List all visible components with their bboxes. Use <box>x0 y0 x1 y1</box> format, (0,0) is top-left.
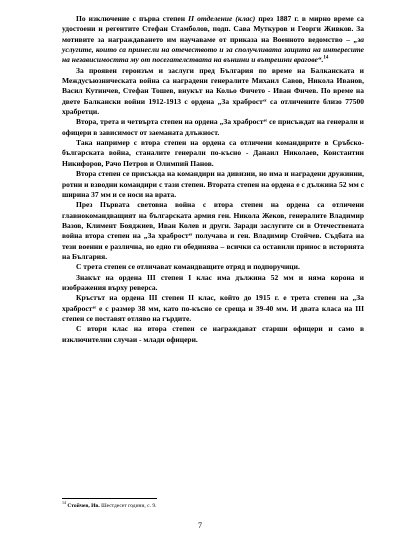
body-paragraph <box>62 117 364 138</box>
page-number: 7 <box>198 521 202 530</box>
body-paragraph <box>62 293 364 324</box>
footnote-divider <box>62 498 157 499</box>
body-paragraph <box>62 324 364 345</box>
footnote-number: 14 <box>62 500 66 506</box>
paragraph-text: Втора степен се присъжда на командири на дивизии, но има и наградени дружинни, ротни и взводни командири с тази степен. Втората степен на ордена е с дължина 52 мм с ширина 37 мм и се носи на врата. <box>62 169 364 199</box>
paragraph-text: „за услугите, които са принесли на отечеството и за сполучливата защита на интересите на независимостта му от посегателствата на външни и вътрешни врагове“. <box>62 34 364 65</box>
paragraph-text: Така например с втора степен на ордена са отличени командирите в Сръбско-българската война, станалите генерали по-късно - Данаил Николаев, Константин Никифоров, Рачо Петров и Олимпий Панов. <box>62 138 364 168</box>
footnote-text: Шестдесет години, с. 9. <box>99 503 157 509</box>
footnote-reference: 14 <box>323 55 329 61</box>
paragraph-text: Втора, трета и четвърта степен на ордена „За храброст“ се присъждат на генерали и офицери в зависимост от заеманата длъжност. <box>62 117 364 137</box>
body-paragraph <box>62 262 364 272</box>
body-paragraph <box>62 200 364 262</box>
paragraph-text: През Първата световна война с втора степен на ордена са отличени главнокомандващият на българската армия ген. Никола Жеков, генералите Владимир Вазов, Климент Бояджиев, Иван Колев и други. Заради заслугите си в Отечествената война втора степен на „За храброст“ получава и ген. Владимир Стойчев. Съдбата на тези военни е различна, но едно ги обединява – всички са оставили принос в историята на България. <box>62 200 364 261</box>
paragraph-text: Знакът на ордена III степен I клас има дължина 52 мм и няма корона и изображения върху реверса. <box>62 272 364 292</box>
paragraph-text: С трета степен се отличават командващите отряд и подпоручици. <box>76 262 300 272</box>
paragraph-text: С втори клас на втора степен се награждават старши офицери и само в изключителни случаи - млади офицери. <box>62 324 364 344</box>
footnote-author: Стойчев, Ив. <box>67 503 100 509</box>
paragraph-text: II отделение (клас) <box>188 14 256 23</box>
paragraph-text: По изключение с първа степен <box>76 14 189 23</box>
body-paragraph <box>62 273 364 294</box>
body-paragraph <box>62 66 364 118</box>
footnote <box>62 500 364 510</box>
body-paragraph <box>62 138 364 169</box>
paragraph-text: Кръстът на ордена III степен II клас, който до 1915 г. е трета степен на „За храброст“ е с размер 38 мм, като по-късно се среща и 39-40 мм. И двата класа на III степен се поставят отляво на гърдите. <box>62 293 364 323</box>
page-body <box>62 14 364 345</box>
body-paragraph <box>62 169 364 200</box>
paragraph-text: За проявен героизъм и заслуги пред България по време на Балканската и Междусъюзническата война са наградени генералите Михаил Савов, Никола Иванов, Васил Кутинчев, Стефан Тошев, внукът на Кольо Фичето - Иван Фичев. По време на двете Балкански войни 1912-1913 с ордена „За храброст“ са отличените близо 77500 храбретци. <box>62 65 364 117</box>
paragraph-text: през 1887 г. в мирно време са удостоени и регентите Стефан Стамболов, подп. Сава Муткуров и Георги Живков. За мотивите за награждаването им научаваме от приказа на Военното ведомство – <box>62 14 365 44</box>
body-paragraph <box>62 14 364 66</box>
